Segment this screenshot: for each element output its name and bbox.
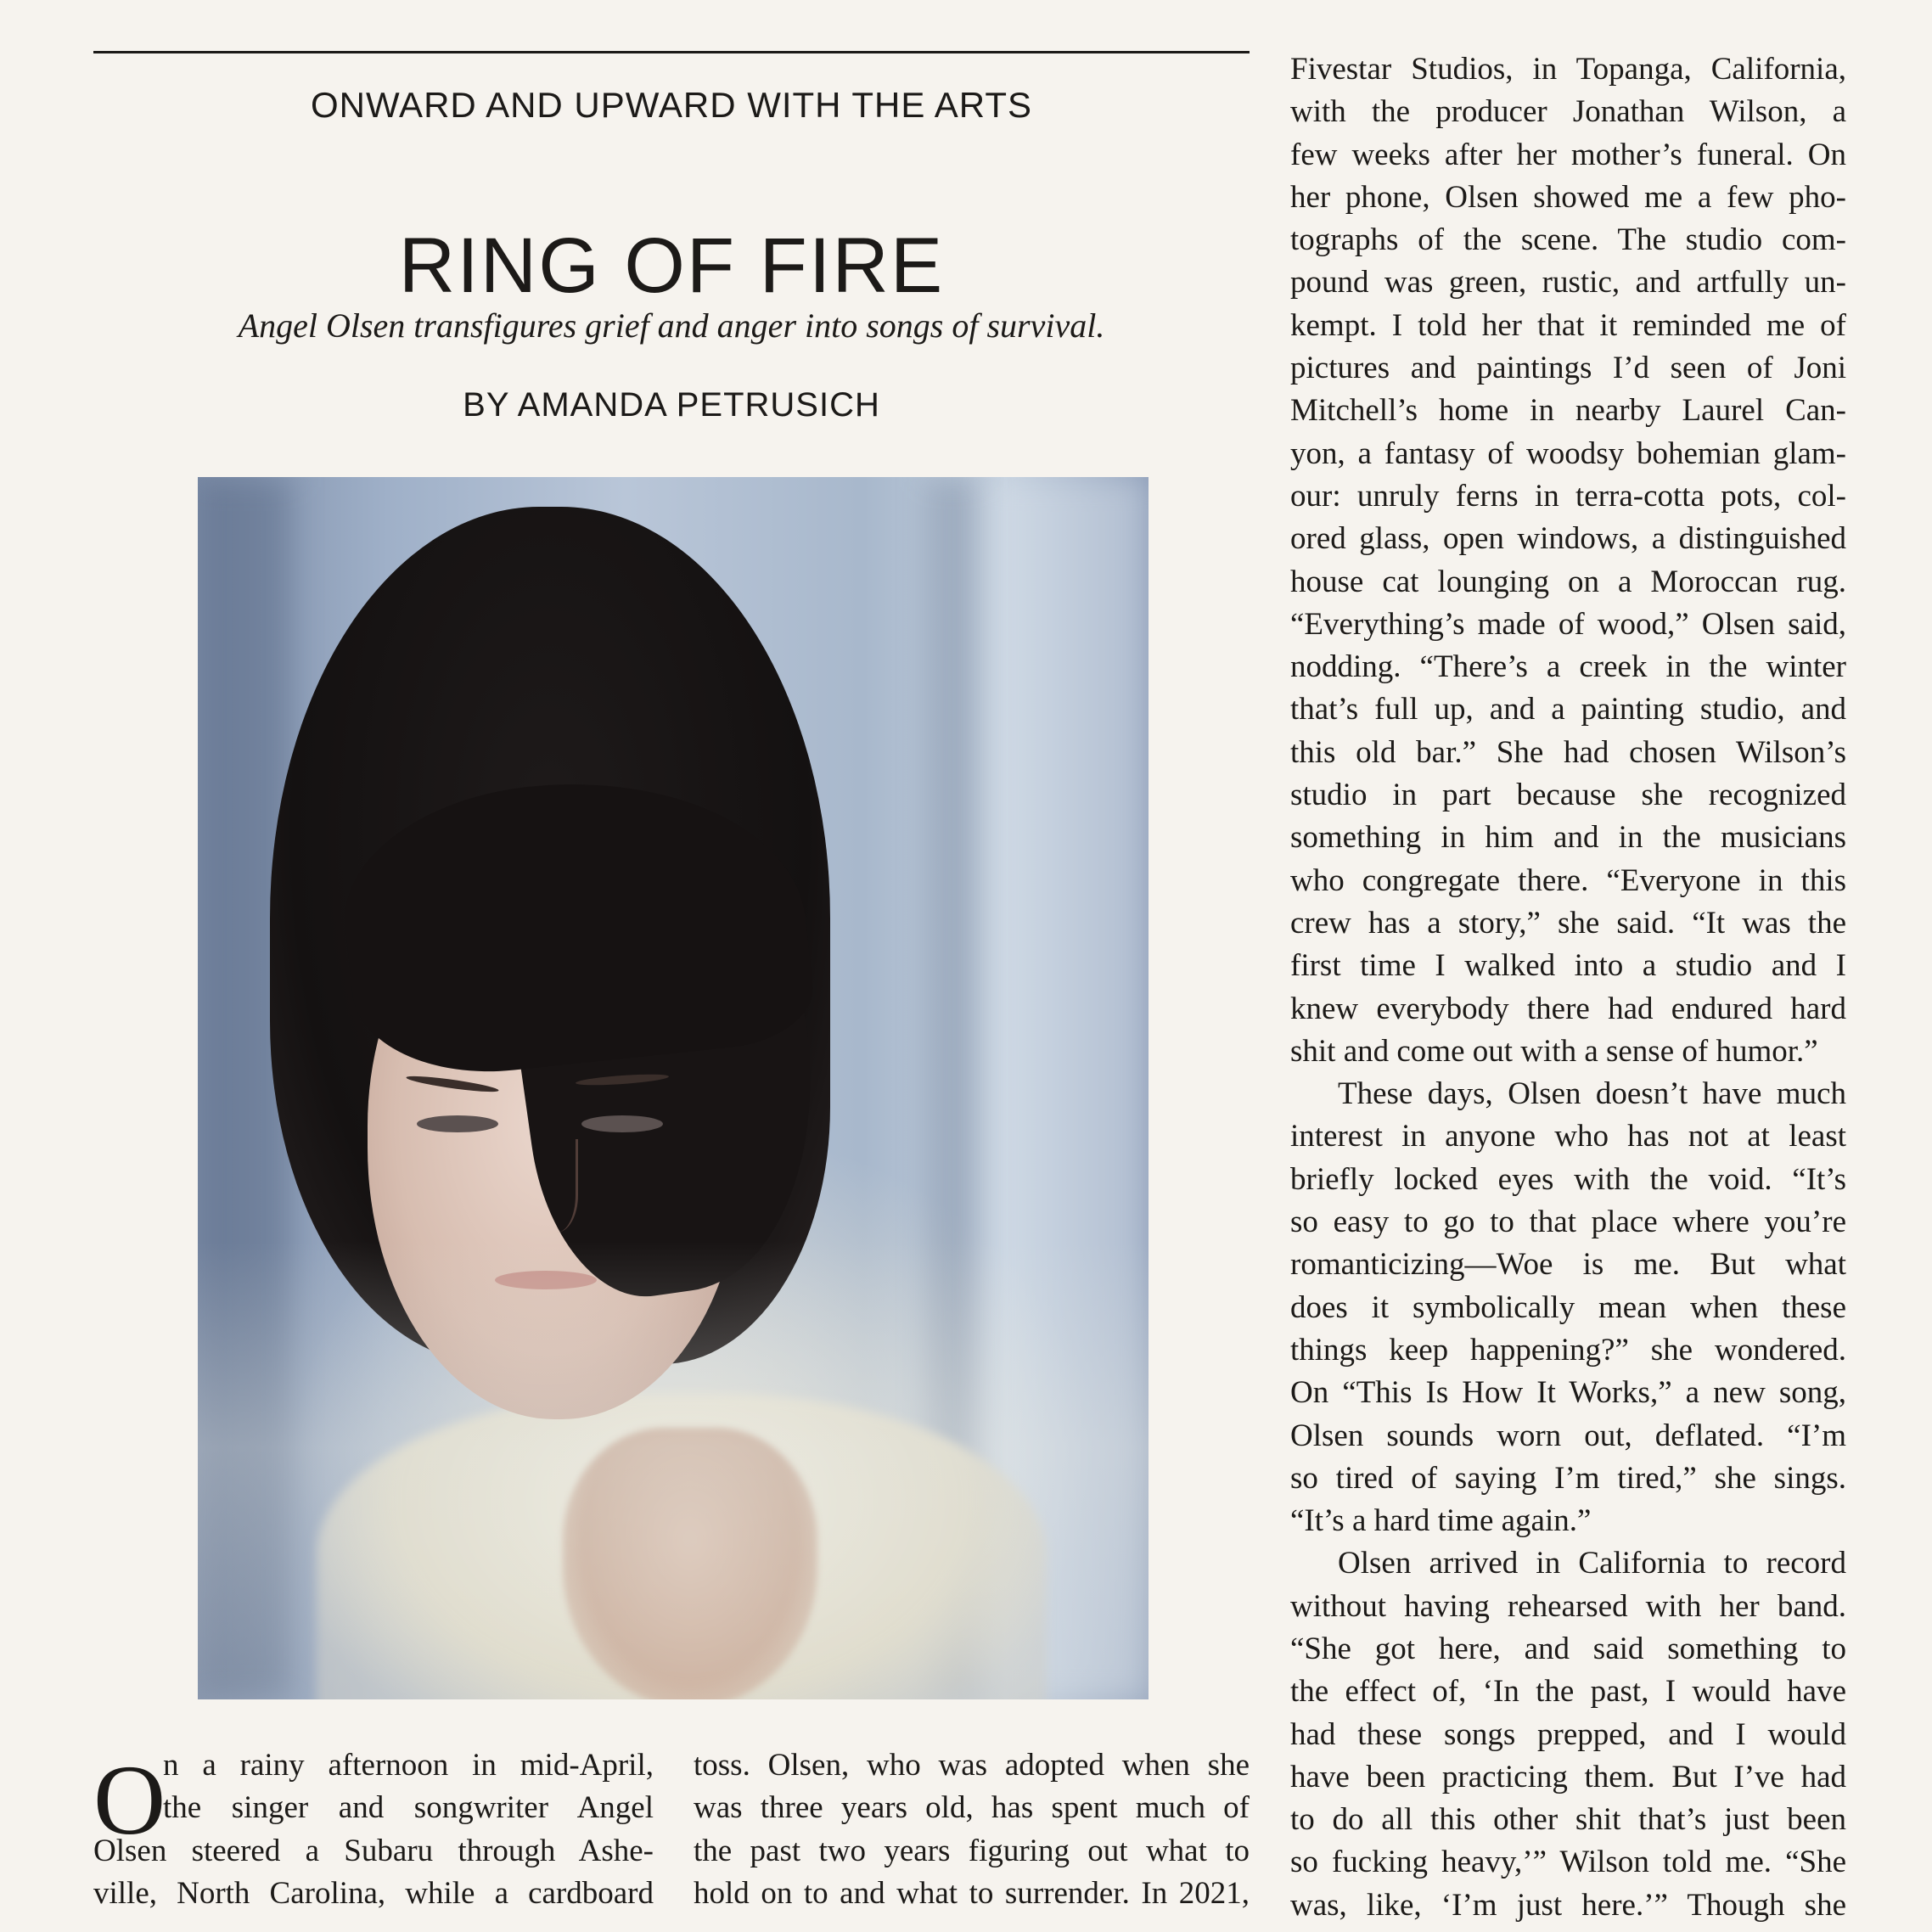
- section-rubric: ONWARD AND UPWARD WITH THE ARTS: [310, 85, 1033, 125]
- text-line: crew has a story,” she said. “It was the: [1290, 905, 1846, 941]
- text-line: does it symbolically mean when these: [1290, 1289, 1846, 1325]
- text-line: things keep happening?” she wondered.: [1290, 1332, 1846, 1368]
- text-line: pound was green, rustic, and artfully un-: [1290, 265, 1846, 300]
- byline: BY AMANDA PETRUSICH: [463, 386, 880, 424]
- text-line: without having rehearsed with her band.: [1290, 1588, 1846, 1624]
- text-line: Fivestar Studios, in Topanga, California,: [1290, 52, 1846, 87]
- text-line: On “This Is How It Works,” a new song,: [1290, 1375, 1846, 1411]
- text-line: that’s full up, and a painting studio, and: [1290, 692, 1846, 727]
- text-line: “She got here, and said something to: [1290, 1631, 1846, 1666]
- text-column-3: [1290, 48, 1846, 1927]
- text-line: nodding. “There’s a creek in the winter: [1290, 649, 1846, 685]
- text-line: knew everybody there had endured hard: [1290, 991, 1846, 1026]
- text-line: first time I walked into a studio and I: [1290, 948, 1846, 984]
- text-line: Olsen steered a Subaru through Ashe-: [93, 1833, 654, 1868]
- text-line: “It’s a hard time again.”: [1290, 1503, 1592, 1539]
- text-line: ville, North Carolina, while a cardboard: [93, 1875, 654, 1911]
- text-line: ored glass, open windows, a distinguished: [1290, 521, 1846, 557]
- text-line: “Everything’s made of wood,” Olsen said,: [1290, 606, 1846, 642]
- text-line: to do all this other shit that’s just been: [1290, 1802, 1846, 1838]
- portrait-photograph: [198, 477, 1149, 1699]
- text-line: who congregate there. “Everyone in this: [1290, 862, 1846, 898]
- text-line: something in him and in the musicians: [1290, 820, 1846, 856]
- text-line: n a rainy afternoon in mid-April,: [163, 1748, 654, 1783]
- text-line: the past two years figuring out what to: [694, 1833, 1250, 1868]
- text-line: pictures and paintings I’d seen of Joni: [1290, 351, 1846, 386]
- text-line: studio in part because she recognized: [1290, 778, 1846, 813]
- text-line: yon, a fantasy of woodsy bohemian glam-: [1290, 435, 1846, 471]
- text-column-1: [93, 1744, 654, 1915]
- drop-cap: O: [93, 1744, 166, 1856]
- text-line: briefly locked eyes with the void. “It’s: [1290, 1161, 1846, 1197]
- text-line: so tired of saying I’m tired,” she sings.: [1290, 1460, 1846, 1496]
- top-rule: [93, 51, 1250, 53]
- text-line: Mitchell’s home in nearby Laurel Can-: [1290, 393, 1846, 429]
- text-column-2: [694, 1744, 1250, 1915]
- eye: [581, 1115, 663, 1132]
- text-line: so fucking heavy,’” Wilson told me. “She: [1290, 1845, 1846, 1880]
- headline: RING OF FIRE: [398, 222, 945, 309]
- text-line: interest in anyone who has not at least: [1290, 1119, 1846, 1154]
- text-line: was three years old, has spent much of: [694, 1790, 1250, 1826]
- text-line: her phone, Olsen showed me a few pho-: [1290, 179, 1846, 215]
- text-line: so easy to go to that place where you’re: [1290, 1205, 1846, 1240]
- text-line: with the producer Jonathan Wilson, a: [1290, 94, 1846, 130]
- text-line: These days, Olsen doesn’t have much: [1338, 1076, 1846, 1112]
- text-line: shit and come out with a sense of humor.”: [1290, 1033, 1818, 1069]
- text-line: kempt. I told her that it reminded me of: [1290, 307, 1846, 343]
- text-line: had these songs prepped, and I would: [1290, 1716, 1846, 1752]
- text-line: hold on to and what to surrender. In 2021,: [694, 1875, 1250, 1911]
- text-line: romanticizing—Woe is me. But what: [1290, 1247, 1846, 1283]
- text-line: Olsen sounds worn out, deflated. “I’m: [1290, 1418, 1846, 1453]
- text-line: have been practicing them. But I’ve had: [1290, 1759, 1846, 1794]
- text-line: was, like, ‘I’m just here.’” Though she: [1290, 1887, 1846, 1923]
- text-line: this old bar.” She had chosen Wilson’s: [1290, 734, 1846, 770]
- text-line: Olsen arrived in California to record: [1338, 1546, 1846, 1581]
- text-line: our: unruly ferns in terra-cotta pots, col-: [1290, 478, 1846, 514]
- text-line: few weeks after her mother’s funeral. On: [1290, 137, 1846, 172]
- text-line: tographs of the scene. The studio com-: [1290, 222, 1846, 258]
- eye: [417, 1115, 498, 1132]
- text-line: toss. Olsen, who was adopted when she: [694, 1748, 1250, 1783]
- dek: Angel Olsen transfigures grief and anger into songs of survival.: [238, 306, 1105, 345]
- text-line: the singer and songwriter Angel: [163, 1790, 654, 1826]
- text-line: the effect of, ‘In the past, I would have: [1290, 1674, 1846, 1710]
- text-line: house cat lounging on a Moroccan rug.: [1290, 564, 1846, 599]
